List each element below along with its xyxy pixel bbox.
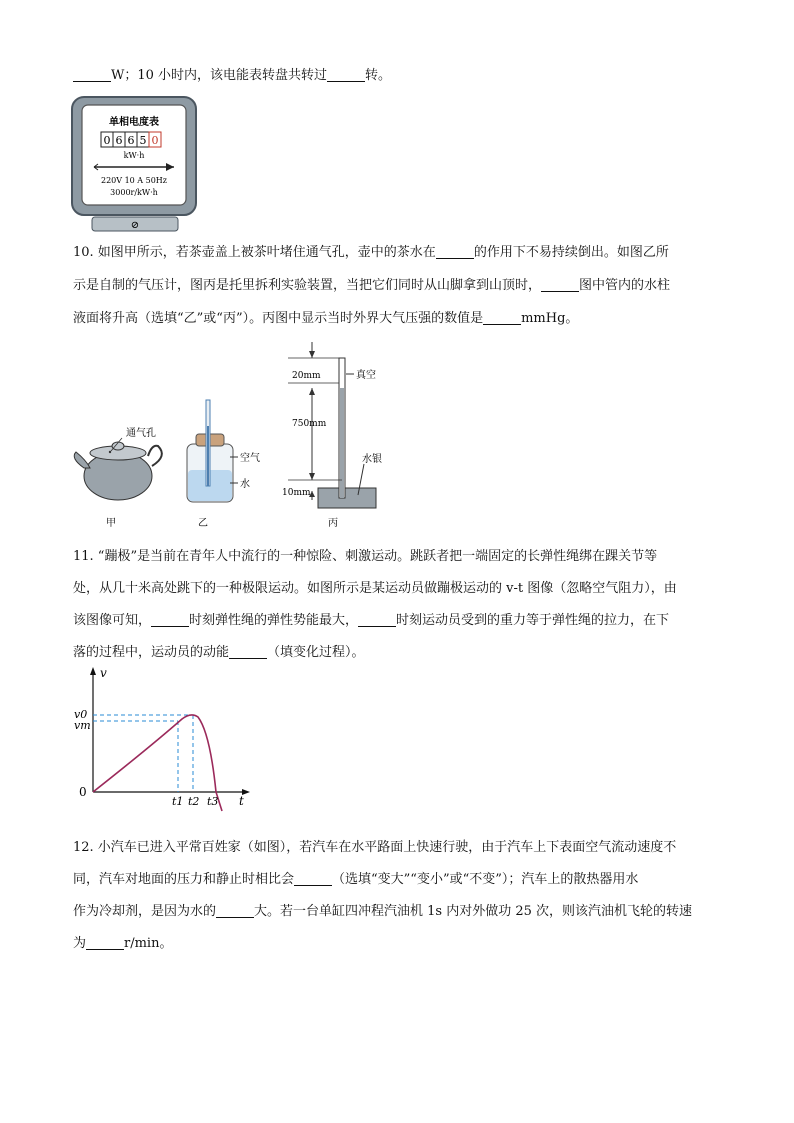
q9-text-1: W；10 小时内，该电能表转盘共转过 (111, 68, 328, 83)
q11-text: 处，从几十米高处跳下的一种极限运动。如图所示是某运动员做蹦极运动的 v-t 图像（忽略空气阻力），由 (73, 581, 677, 596)
meter-spec-2: 3000r/kW·h (110, 188, 158, 197)
caption-jia: 甲 (106, 518, 116, 529)
vt-curve (93, 715, 222, 811)
q11-line-4 (73, 643, 365, 663)
meter-digit: 6 (115, 134, 123, 147)
answer-blank (86, 935, 124, 950)
q10-line-1 (73, 243, 669, 263)
q10-line-3 (73, 309, 578, 329)
torricelli-figure (282, 342, 382, 529)
q10-text: 的作用下不易持续倒出。如图乙所 (473, 245, 669, 260)
q12-text: 大。若一台单缸四冲程汽油机 1s 内对外做功 25 次，则该汽油机飞轮的转速 (254, 904, 693, 919)
answer-blank (483, 310, 521, 325)
q11-text: 落的过程中，运动员的动能 (73, 645, 230, 660)
q11-line-1 (73, 547, 657, 567)
q11-text: （填变化过程）。 (267, 645, 365, 660)
q11-text: 该图像可知， (73, 613, 152, 628)
q10-text: 液面将升高（选填“乙”或“丙”）。丙图中显示当时外界大气压强的数值是 (73, 311, 484, 326)
vm-label: vm (74, 719, 91, 732)
vent-hole-label: 通气孔 (126, 428, 156, 439)
q11-text: 时刻弹性绳的弹性势能最大， (189, 613, 359, 628)
answer-blank (151, 612, 189, 627)
caption-bing: 丙 (328, 518, 338, 529)
answer-blank (229, 644, 267, 659)
vt-graph (70, 665, 260, 815)
air-label: 空气 (240, 453, 260, 464)
q10-text: 10. 如图甲所示，若茶壶盖上被茶叶堵住通气孔，壶中的茶水在 (73, 245, 436, 260)
q12-text: 为 (73, 936, 87, 951)
v0-label: v0 (74, 708, 88, 721)
q12-text: （选填“变大”“变小”或“不变”）；汽车上的散热器用水 (332, 872, 639, 887)
q12-line-2 (73, 870, 638, 890)
answer-blank (73, 67, 111, 82)
meter-digit: 6 (127, 134, 135, 147)
homemade-barometer-figure (187, 400, 260, 529)
vacuum-label: 真空 (356, 370, 376, 381)
caption-yi: 乙 (198, 518, 208, 529)
dim-750mm: 750mm (292, 419, 327, 429)
q10-text: 图中管内的水柱 (579, 278, 671, 293)
q12-line-1 (73, 838, 676, 858)
q10-text: 示是自制的气压计，图丙是托里拆利实验装置，当把它们同时从山脚拿到山顶时， (73, 278, 542, 293)
meter-knob-icon: ⊘ (130, 220, 140, 231)
v-axis-arrow-icon (90, 667, 96, 675)
q12-line-3 (73, 902, 692, 922)
q11-line-3 (73, 611, 669, 631)
dim-20mm: 20mm (292, 371, 321, 381)
q12-line-4 (73, 934, 172, 954)
answer-blank (358, 612, 396, 627)
q10-line-2 (73, 276, 670, 296)
mercury-label: 水银 (362, 454, 382, 465)
v-axis-label: v (100, 666, 107, 680)
answer-blank (541, 277, 579, 292)
teapot-figure (74, 426, 162, 529)
origin-label: 0 (79, 785, 87, 799)
q10-figure (70, 340, 410, 535)
meter-title: 单相电度表 (109, 117, 159, 128)
q11-text: 时刻运动员受到的重力等于弹性绳的拉力，在下 (396, 613, 670, 628)
dim-10mm: 10mm (282, 488, 311, 498)
q12-text: 作为冷却剂，是因为水的 (73, 904, 217, 919)
q12-text: r/min。 (124, 936, 173, 951)
meter-digit: 5 (139, 134, 147, 147)
answer-blank (436, 244, 474, 259)
q11-text: 11. “蹦极”是当前在青年人中流行的一种惊险、刺激运动。跳跃者把一端固定的长弹性绳绑在踝关节等 (73, 549, 658, 564)
q12-text: 同，汽车对地面的压力和静止时相比会 (73, 872, 295, 887)
t3-label: t3 (207, 795, 219, 808)
meter-spec-1: 220V 10 A 50Hz (100, 176, 168, 185)
answer-blank (327, 67, 365, 82)
q12-text: 12. 小汽车已进入平常百姓家（如图），若汽车在水平路面上快速行驶，由于汽车上下表面空气流动速度不 (73, 840, 677, 855)
meter-digits (101, 132, 161, 147)
q9-tail-line (73, 66, 391, 86)
q9-text-2: 转。 (365, 68, 392, 83)
answer-blank (216, 903, 254, 918)
meter-digit: 0 (151, 134, 159, 147)
answer-blank (294, 871, 332, 886)
q11-line-2 (73, 579, 677, 599)
t1-label: t1 (172, 795, 184, 808)
t2-label: t2 (188, 795, 200, 808)
q10-text: mmHg。 (521, 311, 579, 326)
water-label: 水 (240, 479, 250, 490)
electric-meter-figure (70, 95, 202, 235)
meter-digit: 0 (103, 134, 111, 147)
meter-unit: kW·h (123, 151, 145, 160)
t-axis-label: t (239, 794, 244, 808)
